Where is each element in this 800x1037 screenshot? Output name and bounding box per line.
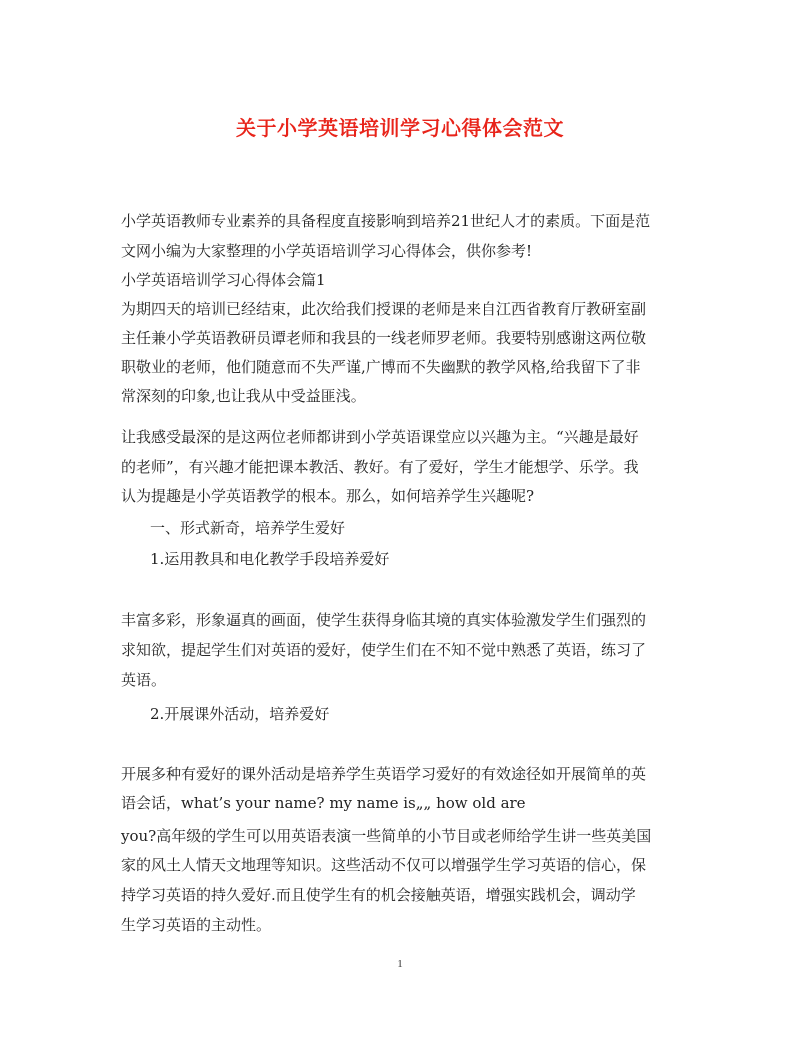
- document-title: 关于小学英语培训学习心得体会范文: [236, 116, 564, 140]
- paragraph-line: 职敬业的老师，他们随意而不失严谨,广博而不失幽默的教学风格,给我留下了非: [121, 358, 641, 376]
- paragraph-line: 求知欲，提起学生们对英语的爱好，使学生们在不知不觉中熟悉了英语，练习了: [121, 641, 647, 659]
- paragraph-line: 让我感受最深的是这两位老师都讲到小学英语课堂应以兴趣为主。“兴趣是最好: [121, 428, 639, 446]
- paragraph-line: 家的风土人情天文地理等知识。这些活动不仅可以增强学生学习英语的信心，保: [121, 856, 647, 874]
- paragraph-line: 丰富多彩，形象逼真的画面，使学生获得身临其境的真实体验激发学生们强烈的: [121, 611, 647, 629]
- paragraph-line: 小学英语教师专业素养的具备程度直接影响到培养21世纪人才的素质。下面是范: [121, 212, 651, 230]
- paragraph-line: 文网小编为大家整理的小学英语培训学习心得体会，供你参考!: [121, 242, 533, 260]
- paragraph-line: 语会话，what’s your name? my name is„„ how old are: [121, 794, 526, 812]
- paragraph-line: 开展多种有爱好的课外活动是培养学生英语学习爱好的有效途径如开展简单的英: [121, 765, 647, 783]
- paragraph-line: 主任兼小学英语教研员谭老师和我县的一线老师罗老师。我要特别感谢这两位敬: [121, 329, 647, 347]
- subheading: 一、形式新奇，培养学生爱好: [150, 519, 346, 537]
- section-heading: 小学英语培训学习心得体会篇1: [121, 271, 326, 289]
- paragraph-line: 持学习英语的持久爱好.而且使学生有的机会接触英语，增强实践机会，调动学: [121, 886, 636, 904]
- paragraph-line: 为期四天的培训已经结束，此次给我们授课的老师是来自江西省教育厅教研室副: [121, 300, 647, 318]
- paragraph-line: 的老师”，有兴趣才能把课本教活、教好。有了爱好，学生才能想学、乐学。我: [121, 458, 639, 476]
- paragraph-line: 认为提趣是小学英语教学的根本。那么，如何培养学生兴趣呢?: [121, 487, 535, 505]
- paragraph-line: 常深刻的印象,也让我从中受益匪浅。: [121, 387, 366, 405]
- paragraph-line: you?高年级的学生可以用英语表演一些简单的小节目或老师给学生讲一些英美国: [121, 827, 652, 845]
- subheading: 2.开展课外活动，培养爱好: [150, 705, 330, 723]
- paragraph-line: 英语。: [121, 671, 167, 689]
- paragraph-line: 生学习英语的主动性。: [121, 916, 272, 934]
- page-number: 1: [397, 958, 403, 970]
- subheading: 1.运用教具和电化教学手段培养爱好: [150, 550, 390, 568]
